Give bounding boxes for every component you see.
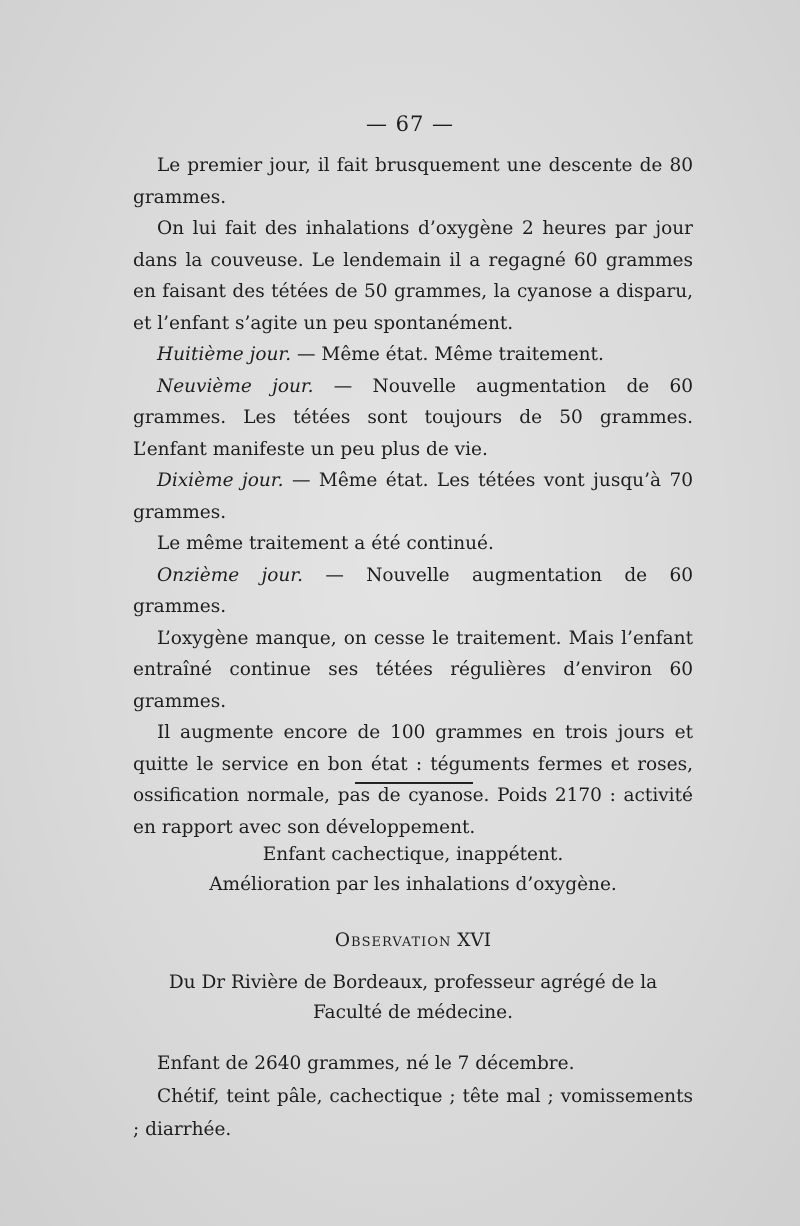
paragraph-text: Le premier jour, il fait brusquement une descente de 80 grammes. <box>133 155 693 208</box>
paragraph <box>133 623 693 718</box>
paragraph <box>133 150 693 213</box>
day-label: Huitième jour. <box>157 344 292 365</box>
paragraph-text: Il augmente encore de 100 grammes en trois jours et quitte le service en bon état : téguments fermes et roses, ossification normale, pas de cyanose. Poids 2170 : activité en rapport avec son développement. <box>133 722 693 838</box>
paragraph-text: On lui fait des inhalations d’oxygène 2 heures par jour dans la couveuse. Le lendemain il a regagné 60 grammes en faisant des tétées de 50 grammes, la cyanose a disparu, et l’enfant s’agite un peu spontanément. <box>133 218 693 334</box>
paragraph-text: Chétif, teint pâle, cachectique ; tête mal ; vomissements ; diarrhée. <box>133 1086 693 1140</box>
heading-line-1: Enfant cachectique, inappétent. <box>262 844 564 865</box>
section-divider <box>355 782 473 784</box>
paragraph <box>133 1080 693 1146</box>
paragraph-text: — Même état. Les tétées vont jusqu’à 70 grammes. <box>133 470 693 523</box>
paragraph <box>133 465 693 528</box>
observation-heading <box>133 840 693 900</box>
observation-text <box>133 1047 693 1146</box>
paragraph <box>133 528 693 560</box>
observation-number: XVI <box>457 930 492 951</box>
author-line: Du Dr Rivière de Bordeaux, professeur agrégé de la Faculté de médecine. <box>168 972 658 1023</box>
page-number: — 67 — <box>365 112 455 136</box>
day-label: Dixième jour. <box>157 470 284 491</box>
paragraph-text: — Nouvelle augmentation de 60 grammes. <box>133 564 694 617</box>
paragraph <box>133 213 693 339</box>
paragraph-text: L’oxygène manque, on cesse le traitement. Mais l’enfant entraîné continue ses tétées régulières d’environ 60 grammes. <box>133 627 693 712</box>
paragraph-text: Le même traitement a été continué. <box>157 533 494 554</box>
paragraph <box>133 1047 693 1080</box>
day-label: Onzième jour. <box>157 564 304 586</box>
paragraph-text: — Nouvelle augmentation de 60 grammes. Les tétées sont toujours de 50 grammes. L’enfant manifeste un peu plus de vie. <box>133 375 693 460</box>
paragraph <box>133 717 693 843</box>
heading-line-2: Amélioration par les inhalations d’oxygène. <box>209 874 617 895</box>
paragraph <box>133 339 693 371</box>
paragraph-text: Enfant de 2640 grammes, né le 7 décembre. <box>157 1053 575 1074</box>
paragraph-text: — Même état. Même traitement. <box>291 344 604 365</box>
paragraph <box>133 560 693 623</box>
observation-title <box>133 925 693 957</box>
body-text <box>133 150 693 843</box>
paragraph <box>133 371 693 466</box>
day-label: Neuvième jour. <box>157 375 314 397</box>
observation-label: Observation <box>334 930 452 951</box>
